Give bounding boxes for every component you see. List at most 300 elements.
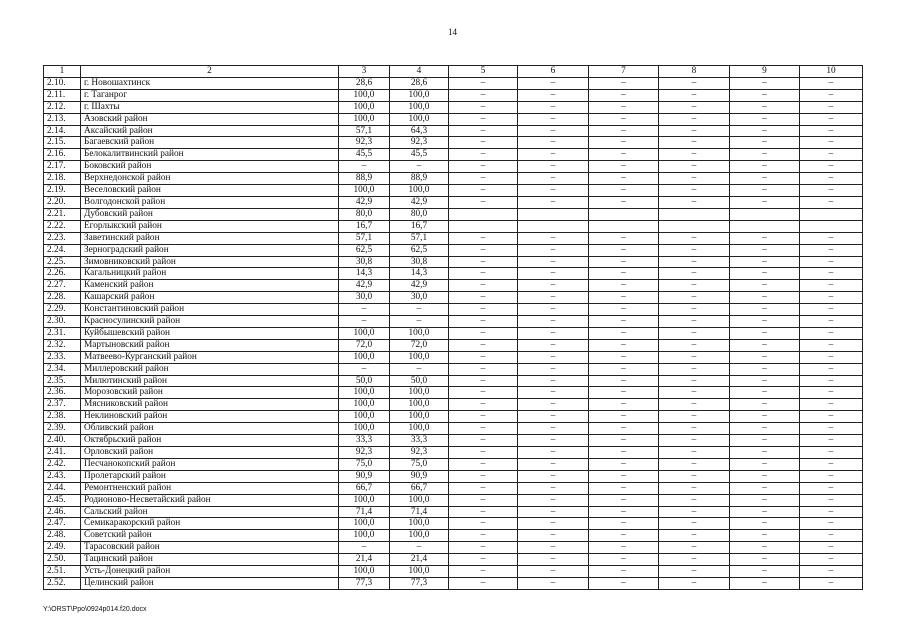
value-cell: – <box>730 161 800 173</box>
value-cell: – <box>449 399 518 411</box>
value-cell: – <box>659 506 730 518</box>
value-cell: 33,3 <box>390 435 449 447</box>
value-cell: 100,0 <box>339 530 390 542</box>
value-cell: – <box>659 435 730 447</box>
table-row <box>44 494 863 506</box>
value-cell: – <box>730 327 800 339</box>
district-name-cell: Верхнедонской район <box>81 173 339 185</box>
value-cell: – <box>800 149 863 161</box>
table-row <box>44 161 863 173</box>
district-name-cell: Родионово-Несветайский район <box>81 494 339 506</box>
value-cell: – <box>449 577 518 589</box>
district-name-cell: Егорлыкский район <box>81 220 339 232</box>
value-cell: – <box>800 542 863 554</box>
table-row <box>44 327 863 339</box>
value-cell: – <box>659 518 730 530</box>
value-cell: – <box>730 387 800 399</box>
value-cell: – <box>449 435 518 447</box>
value-cell: – <box>589 411 659 423</box>
row-number-cell: 2.39. <box>44 423 81 435</box>
row-number-cell: 2.19. <box>44 185 81 197</box>
value-cell: – <box>800 232 863 244</box>
value-cell: – <box>449 506 518 518</box>
value-cell: – <box>449 232 518 244</box>
value-cell: – <box>800 458 863 470</box>
header-cell: 2 <box>81 66 339 78</box>
row-number-cell: 2.30. <box>44 316 81 328</box>
district-name-cell: Боковский район <box>81 161 339 173</box>
value-cell: – <box>589 542 659 554</box>
row-number-cell: 2.24. <box>44 244 81 256</box>
row-number-cell: 2.23. <box>44 232 81 244</box>
row-number-cell: 2.32. <box>44 339 81 351</box>
district-name-cell: Советский район <box>81 530 339 542</box>
value-cell: – <box>518 482 589 494</box>
row-number-cell: 2.26. <box>44 268 81 280</box>
value-cell: – <box>730 423 800 435</box>
value-cell: – <box>518 506 589 518</box>
value-cell: – <box>518 304 589 316</box>
district-name-cell: Ремонтненский район <box>81 482 339 494</box>
value-cell: – <box>589 327 659 339</box>
value-cell: – <box>589 506 659 518</box>
header-cell: 6 <box>518 66 589 78</box>
value-cell: 100,0 <box>390 113 449 125</box>
table-row <box>44 411 863 423</box>
district-name-cell: Неклиновский район <box>81 411 339 423</box>
table-row <box>44 173 863 185</box>
value-cell: – <box>730 566 800 578</box>
row-number-cell: 2.12. <box>44 101 81 113</box>
row-number-cell: 2.10. <box>44 77 81 89</box>
value-cell: – <box>390 161 449 173</box>
value-cell: – <box>449 196 518 208</box>
value-cell <box>449 220 518 232</box>
table-row <box>44 101 863 113</box>
value-cell: – <box>659 458 730 470</box>
row-number-cell: 2.45. <box>44 494 81 506</box>
value-cell: – <box>518 399 589 411</box>
value-cell: – <box>800 89 863 101</box>
value-cell: – <box>730 268 800 280</box>
value-cell: – <box>518 232 589 244</box>
value-cell <box>518 208 589 220</box>
value-cell: – <box>589 292 659 304</box>
value-cell: – <box>589 173 659 185</box>
value-cell: 100,0 <box>390 351 449 363</box>
value-cell: – <box>659 268 730 280</box>
value-cell: 100,0 <box>339 351 390 363</box>
value-cell: – <box>449 518 518 530</box>
district-name-cell: Песчанокопский район <box>81 458 339 470</box>
table-row <box>44 399 863 411</box>
value-cell: – <box>659 363 730 375</box>
value-cell: – <box>449 554 518 566</box>
header-cell: 7 <box>589 66 659 78</box>
value-cell: 100,0 <box>339 101 390 113</box>
value-cell: – <box>800 530 863 542</box>
row-number-cell: 2.31. <box>44 327 81 339</box>
value-cell: – <box>390 363 449 375</box>
value-cell: 100,0 <box>390 530 449 542</box>
value-cell: – <box>800 244 863 256</box>
value-cell: 100,0 <box>339 89 390 101</box>
value-cell: – <box>659 173 730 185</box>
value-cell: – <box>730 185 800 197</box>
value-cell: 100,0 <box>339 185 390 197</box>
value-cell: – <box>518 185 589 197</box>
row-number-cell: 2.49. <box>44 542 81 554</box>
value-cell: – <box>800 435 863 447</box>
value-cell: 100,0 <box>390 101 449 113</box>
district-name-cell: Целинский район <box>81 577 339 589</box>
district-name-cell: г. Шахты <box>81 101 339 113</box>
value-cell: – <box>659 339 730 351</box>
value-cell: – <box>449 137 518 149</box>
value-cell: – <box>589 256 659 268</box>
row-number-cell: 2.14. <box>44 125 81 137</box>
value-cell: 75,0 <box>390 458 449 470</box>
value-cell: – <box>518 518 589 530</box>
row-number-cell: 2.16. <box>44 149 81 161</box>
value-cell: 14,3 <box>390 268 449 280</box>
value-cell: – <box>449 351 518 363</box>
district-name-cell: Мартыновский район <box>81 339 339 351</box>
value-cell: – <box>659 470 730 482</box>
value-cell: – <box>800 125 863 137</box>
value-cell: – <box>800 161 863 173</box>
table-row <box>44 542 863 554</box>
district-name-cell: Кагальницкий район <box>81 268 339 280</box>
table-row <box>44 435 863 447</box>
value-cell <box>449 208 518 220</box>
value-cell: 50,0 <box>339 375 390 387</box>
table-row <box>44 363 863 375</box>
value-cell: – <box>800 447 863 459</box>
value-cell: – <box>518 351 589 363</box>
value-cell: 30,0 <box>339 292 390 304</box>
value-cell: – <box>518 280 589 292</box>
value-cell: 28,6 <box>339 77 390 89</box>
value-cell: – <box>730 506 800 518</box>
value-cell: – <box>449 280 518 292</box>
row-number-cell: 2.40. <box>44 435 81 447</box>
value-cell: – <box>800 327 863 339</box>
value-cell: – <box>800 316 863 328</box>
footer-file-path: Y:\ORST\Ppo\0924p014.f20.docx <box>43 606 147 613</box>
district-name-cell: Белокалитвинский район <box>81 149 339 161</box>
row-number-cell: 2.43. <box>44 470 81 482</box>
table-row <box>44 351 863 363</box>
value-cell: – <box>589 137 659 149</box>
value-cell: – <box>659 161 730 173</box>
value-cell: – <box>589 316 659 328</box>
table-row <box>44 137 863 149</box>
value-cell: – <box>449 458 518 470</box>
district-name-cell: Аксайский район <box>81 125 339 137</box>
header-cell: 1 <box>44 66 81 78</box>
value-cell: – <box>659 387 730 399</box>
table-row <box>44 339 863 351</box>
value-cell: – <box>589 482 659 494</box>
value-cell: – <box>449 185 518 197</box>
district-name-cell: Октябрьский район <box>81 435 339 447</box>
table-row <box>44 566 863 578</box>
value-cell: 57,1 <box>390 232 449 244</box>
value-cell: – <box>730 554 800 566</box>
value-cell <box>800 208 863 220</box>
value-cell: 100,0 <box>339 423 390 435</box>
row-number-cell: 2.38. <box>44 411 81 423</box>
value-cell: – <box>659 149 730 161</box>
value-cell: – <box>800 482 863 494</box>
table-row <box>44 244 863 256</box>
value-cell: – <box>800 113 863 125</box>
page-number: 14 <box>448 27 457 37</box>
value-cell: – <box>659 411 730 423</box>
row-number-cell: 2.29. <box>44 304 81 316</box>
district-name-cell: Веселовский район <box>81 185 339 197</box>
value-cell: – <box>659 530 730 542</box>
value-cell: – <box>800 268 863 280</box>
value-cell: – <box>659 196 730 208</box>
value-cell: 62,5 <box>390 244 449 256</box>
table-row <box>44 470 863 482</box>
value-cell: 42,9 <box>390 280 449 292</box>
header-cell: 10 <box>800 66 863 78</box>
value-cell: 90,9 <box>339 470 390 482</box>
row-number-cell: 2.22. <box>44 220 81 232</box>
table-row <box>44 482 863 494</box>
value-cell: 75,0 <box>339 458 390 470</box>
value-cell: – <box>730 339 800 351</box>
value-cell: – <box>449 482 518 494</box>
value-cell: – <box>449 101 518 113</box>
value-cell: 42,9 <box>339 280 390 292</box>
value-cell: – <box>449 411 518 423</box>
value-cell: – <box>659 256 730 268</box>
value-cell: 100,0 <box>339 113 390 125</box>
row-number-cell: 2.34. <box>44 363 81 375</box>
row-number-cell: 2.21. <box>44 208 81 220</box>
value-cell: 80,0 <box>390 208 449 220</box>
value-cell: – <box>800 292 863 304</box>
value-cell: – <box>800 494 863 506</box>
value-cell: – <box>800 554 863 566</box>
value-cell: – <box>518 447 589 459</box>
value-cell: – <box>518 387 589 399</box>
value-cell: – <box>800 196 863 208</box>
value-cell: – <box>449 244 518 256</box>
value-cell: – <box>730 316 800 328</box>
value-cell: – <box>449 113 518 125</box>
value-cell: – <box>800 399 863 411</box>
row-number-cell: 2.37. <box>44 399 81 411</box>
value-cell: – <box>449 161 518 173</box>
value-cell: 100,0 <box>390 411 449 423</box>
value-cell: 100,0 <box>339 399 390 411</box>
value-cell: 92,3 <box>390 137 449 149</box>
header-cell: 9 <box>730 66 800 78</box>
value-cell: 72,0 <box>390 339 449 351</box>
value-cell: – <box>800 351 863 363</box>
row-number-cell: 2.41. <box>44 447 81 459</box>
value-cell: – <box>730 77 800 89</box>
value-cell: – <box>518 316 589 328</box>
value-cell: – <box>518 113 589 125</box>
value-cell: – <box>730 101 800 113</box>
value-cell: – <box>589 339 659 351</box>
value-cell: – <box>800 280 863 292</box>
value-cell: – <box>449 530 518 542</box>
value-cell: – <box>730 304 800 316</box>
value-cell: – <box>589 375 659 387</box>
value-cell: 100,0 <box>390 185 449 197</box>
district-name-cell: Милютинский район <box>81 375 339 387</box>
value-cell: 90,9 <box>390 470 449 482</box>
value-cell: – <box>659 494 730 506</box>
value-cell: – <box>449 470 518 482</box>
value-cell: 30,0 <box>390 292 449 304</box>
header-row <box>44 66 863 78</box>
table-row <box>44 530 863 542</box>
district-name-cell: Дубовский район <box>81 208 339 220</box>
value-cell: – <box>518 292 589 304</box>
header-cell: 4 <box>390 66 449 78</box>
value-cell: – <box>518 363 589 375</box>
value-cell: – <box>730 494 800 506</box>
district-name-cell: Пролетарский район <box>81 470 339 482</box>
row-number-cell: 2.28. <box>44 292 81 304</box>
value-cell: – <box>518 566 589 578</box>
district-name-cell: Усть-Донецкий район <box>81 566 339 578</box>
row-number-cell: 2.36. <box>44 387 81 399</box>
value-cell: – <box>800 470 863 482</box>
district-name-cell: Морозовский район <box>81 387 339 399</box>
value-cell: – <box>659 351 730 363</box>
value-cell: 100,0 <box>390 327 449 339</box>
value-cell: 72,0 <box>339 339 390 351</box>
row-number-cell: 2.47. <box>44 518 81 530</box>
value-cell: 28,6 <box>390 77 449 89</box>
value-cell: 100,0 <box>339 411 390 423</box>
value-cell: 100,0 <box>390 566 449 578</box>
data-table <box>43 65 863 590</box>
value-cell: – <box>730 149 800 161</box>
value-cell: – <box>730 435 800 447</box>
value-cell: 30,8 <box>339 256 390 268</box>
value-cell: – <box>589 458 659 470</box>
value-cell: – <box>730 256 800 268</box>
value-cell <box>730 208 800 220</box>
value-cell: – <box>589 518 659 530</box>
value-cell: – <box>730 363 800 375</box>
value-cell: – <box>390 542 449 554</box>
district-name-cell: Константиновский район <box>81 304 339 316</box>
value-cell: – <box>339 542 390 554</box>
table-row <box>44 149 863 161</box>
value-cell: – <box>800 256 863 268</box>
value-cell: – <box>518 89 589 101</box>
district-name-cell: Багаевский район <box>81 137 339 149</box>
value-cell: 33,3 <box>339 435 390 447</box>
value-cell: – <box>800 185 863 197</box>
table-body <box>44 66 863 590</box>
value-cell: – <box>518 327 589 339</box>
value-cell: – <box>659 482 730 494</box>
row-number-cell: 2.27. <box>44 280 81 292</box>
value-cell: – <box>659 137 730 149</box>
value-cell: 57,1 <box>339 232 390 244</box>
district-name-cell: Сальский район <box>81 506 339 518</box>
header-cell: 8 <box>659 66 730 78</box>
value-cell: – <box>518 137 589 149</box>
value-cell: 92,3 <box>339 447 390 459</box>
table-row <box>44 125 863 137</box>
value-cell: – <box>659 304 730 316</box>
value-cell: – <box>730 577 800 589</box>
value-cell: 21,4 <box>390 554 449 566</box>
row-number-cell: 2.50. <box>44 554 81 566</box>
row-number-cell: 2.25. <box>44 256 81 268</box>
value-cell: – <box>659 399 730 411</box>
value-cell: – <box>589 470 659 482</box>
value-cell: – <box>518 196 589 208</box>
value-cell: – <box>800 137 863 149</box>
value-cell: – <box>449 77 518 89</box>
value-cell: – <box>518 554 589 566</box>
row-number-cell: 2.48. <box>44 530 81 542</box>
value-cell: 42,9 <box>390 196 449 208</box>
value-cell <box>659 208 730 220</box>
value-cell: – <box>800 101 863 113</box>
value-cell: – <box>730 542 800 554</box>
value-cell: 45,5 <box>390 149 449 161</box>
value-cell: – <box>518 494 589 506</box>
value-cell: – <box>800 77 863 89</box>
value-cell: 45,5 <box>339 149 390 161</box>
district-name-cell: Заветинский район <box>81 232 339 244</box>
value-cell <box>589 208 659 220</box>
value-cell: – <box>800 387 863 399</box>
value-cell: – <box>659 542 730 554</box>
value-cell: – <box>449 292 518 304</box>
value-cell: – <box>449 387 518 399</box>
table-row <box>44 220 863 232</box>
value-cell: – <box>449 89 518 101</box>
value-cell: – <box>589 196 659 208</box>
row-number-cell: 2.46. <box>44 506 81 518</box>
value-cell: – <box>659 101 730 113</box>
district-name-cell: Волгодонской район <box>81 196 339 208</box>
table-row <box>44 268 863 280</box>
table-row <box>44 185 863 197</box>
value-cell: – <box>518 435 589 447</box>
value-cell: 100,0 <box>339 387 390 399</box>
value-cell: – <box>518 423 589 435</box>
value-cell: – <box>449 125 518 137</box>
value-cell: – <box>518 125 589 137</box>
header-cell: 5 <box>449 66 518 78</box>
district-name-cell: Матвеево-Курганский район <box>81 351 339 363</box>
value-cell: – <box>518 101 589 113</box>
value-cell: – <box>800 506 863 518</box>
value-cell: – <box>449 173 518 185</box>
value-cell: 77,3 <box>339 577 390 589</box>
value-cell: 88,9 <box>390 173 449 185</box>
value-cell: – <box>589 232 659 244</box>
table-row <box>44 506 863 518</box>
